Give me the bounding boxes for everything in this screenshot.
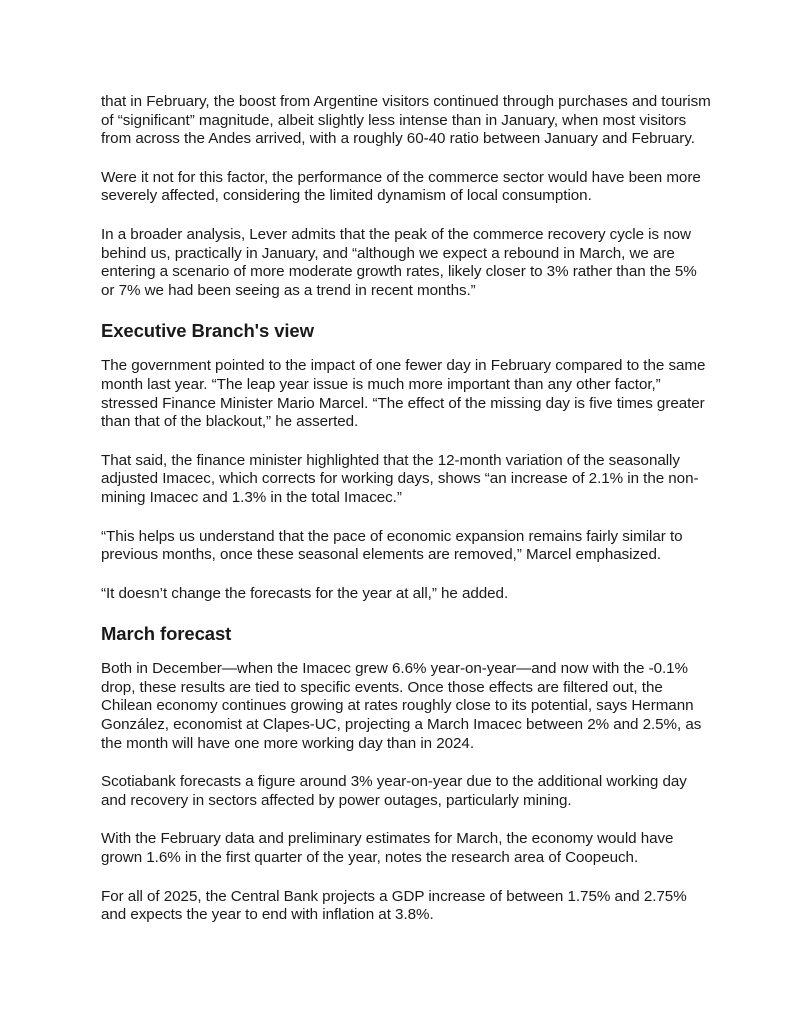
paragraph-december-imacec: Both in December—when the Imacec grew 6.6% year-on-year—and now with the -0.1% drop, these results are tied to specific events. Once those effects are filtered out, the Chilean economy continues growing at rates roughly close to its potential, says Hermann González, economist at Clapes-UC, projecting a March Imacec between 2% and 2.5%, as the month will have one more working day than in 2024.	[101, 660, 702, 752]
paragraph-seasonally-adjusted: That said, the finance minister highlighted that the 12-month variation of the seasonally adjusted Imacec, which corrects for working days, shows “an increase of 2.1% in the non-mining Imacec and 1.3% in the total Imacec.”	[101, 451, 699, 506]
paragraph-leap-year: The government pointed to the impact of one fewer day in February compared to the same month last year. “The leap year issue is much more important than any other factor,” stressed Finance Minister Mario Marcel. “The effect of the missing day is five times greater than that of the blackout,” he asserted.	[101, 357, 706, 431]
paragraph-coopeuch: With the February data and preliminary estimates for March, the economy would have grown 1.6% in the first quarter of the year, notes the research area of Coopeuch.	[101, 830, 674, 867]
paragraph-pace-expansion: “This helps us understand that the pace of economic expansion remains fairly similar to previous months, once these seasonal elements are removed,” Marcel emphasized.	[101, 527, 683, 564]
paragraph-lever-analysis: In a broader analysis, Lever admits that the peak of the commerce recovery cycle is now behind us, practically in January, and “although we expect a rebound in March, we are entering a scenario of more moderate growth rates, likely closer to 3% rather than the 5% or 7% we had been seeing as a trend in recent months.”	[101, 225, 697, 299]
paragraph-visitors-boost: that in February, the boost from Argentine visitors continued through purchases and tourism of “significant” magnitude, albeit slightly less intense than in January, when most visitors from across the Andes arrived, with a roughly 60-40 ratio between January and February.	[101, 93, 711, 148]
heading-march-forecast: March forecast	[101, 623, 232, 645]
paragraph-scotiabank: Scotiabank forecasts a figure around 3% year-on-year due to the additional working day and recovery in sectors affected by power outages, particularly mining.	[101, 773, 687, 809]
paragraph-central-bank: For all of 2025, the Central Bank projects a GDP increase of between 1.75% and 2.75% and expects the year to end with inflation at 3.8%.	[101, 887, 687, 924]
paragraph-forecasts-unchanged: “It doesn’t change the forecasts for the year at all,” he added.	[101, 584, 509, 602]
paragraph-commerce-sector: Were it not for this factor, the performance of the commerce sector would have been more severely affected, considering the limited dynamism of local consumption.	[101, 168, 701, 205]
article-body	[101, 93, 711, 945]
heading-executive-view: Executive Branch's view	[101, 320, 314, 342]
